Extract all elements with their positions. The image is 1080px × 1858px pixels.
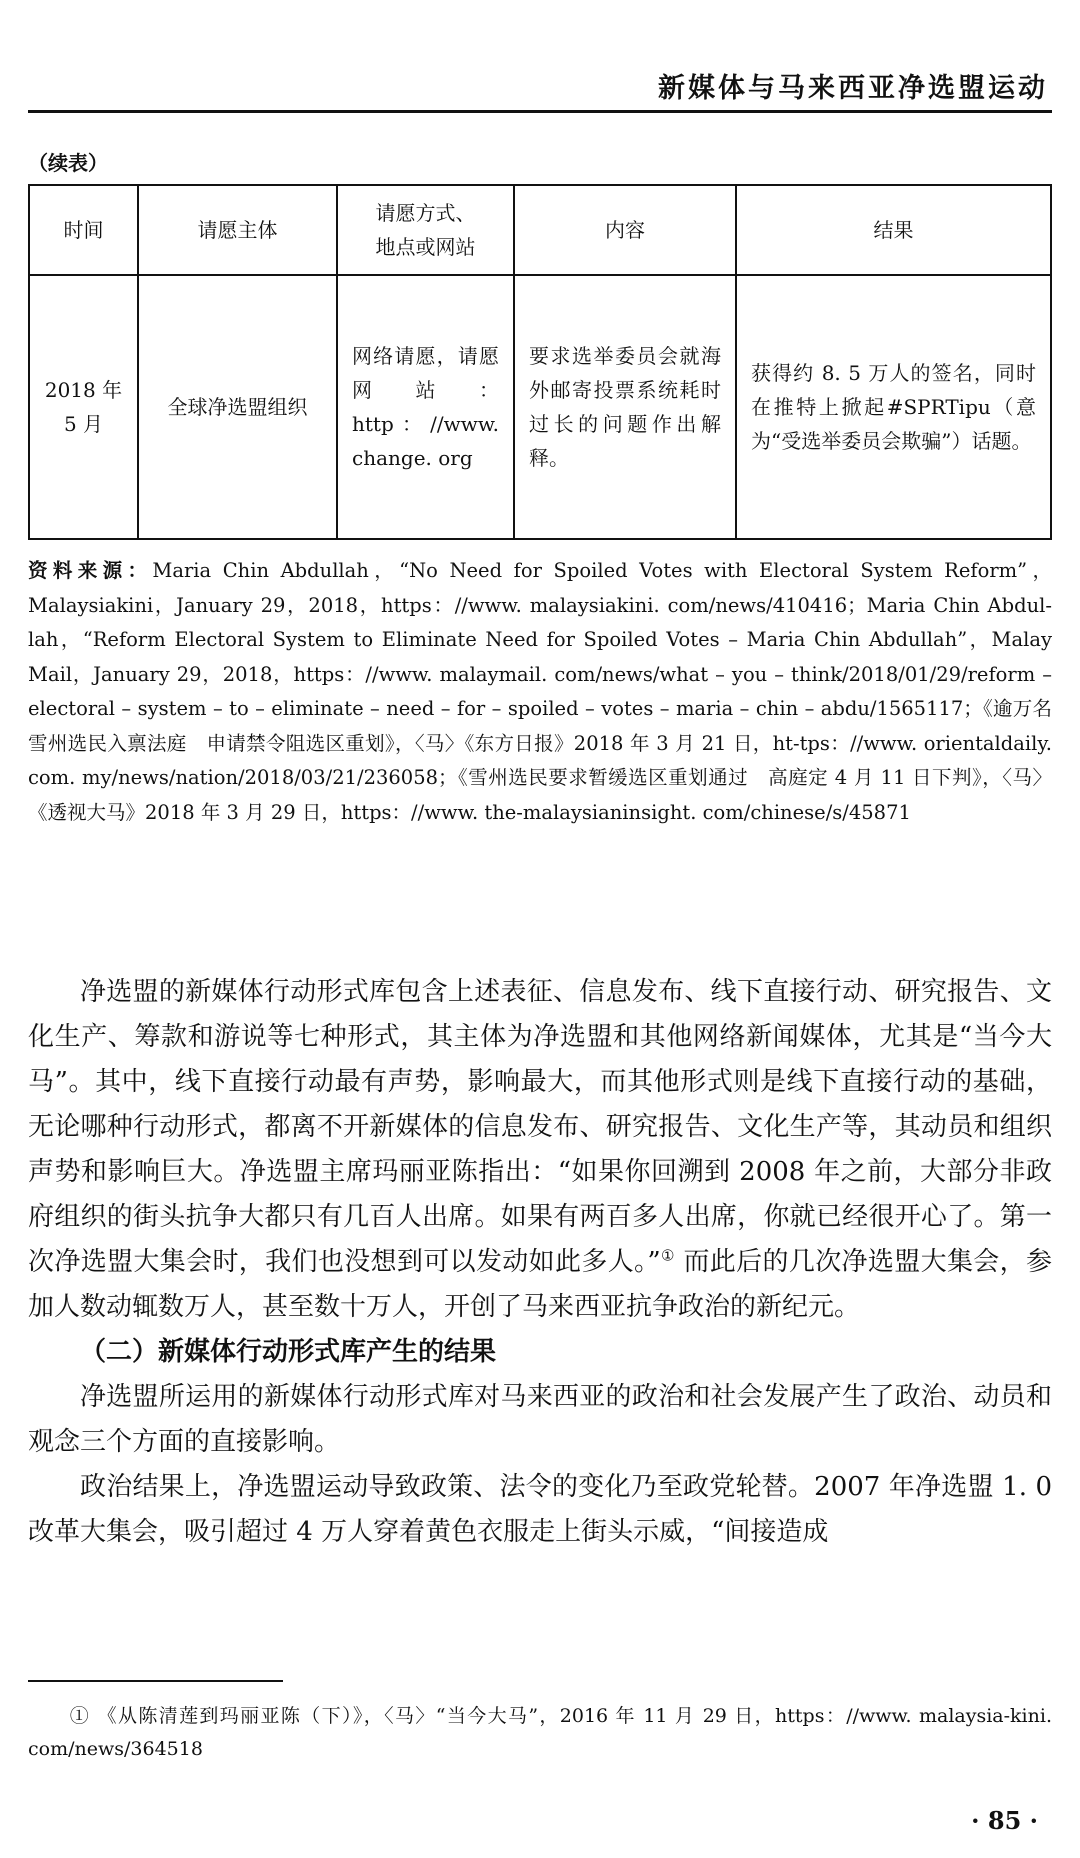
section-heading: （二）新媒体行动形式库产生的结果	[80, 1337, 497, 1367]
body-text	[28, 970, 1052, 1555]
paragraph-text: 而此后的几次净选盟大集会，参加人数动辄数万人，甚至数十万人，开创了马来西亚抗争政治的新纪元。	[28, 1247, 1053, 1322]
cell-content: 要求选举委员会就海外邮寄投票系统耗时过长的问题作出解释。	[514, 275, 736, 539]
header-method-line2: 地点或网站	[375, 235, 476, 259]
cell-time	[29, 275, 138, 539]
header-content: 内容	[514, 185, 736, 275]
footnote-ref[interactable]: ①	[660, 1246, 675, 1265]
paragraph	[28, 970, 1052, 1330]
petition-table	[28, 184, 1052, 540]
table-header-row	[29, 185, 1051, 275]
paragraph: 净选盟所运用的新媒体行动形式库对马来西亚的政治和社会发展产生了政治、动员和观念三个方面的直接影响。	[28, 1382, 1052, 1457]
source-text: Maria Chin Abdullah，“No Need for Spoiled Votes with Electoral System Reform”，Malaysiakini，January 29，2018，https：//www. malaysiakini. com/news/410416；Maria Chin Abdul-lah，“Reform Electoral System to Eliminate Need for Spoiled Votes – Maria Chin Abdullah”，Malay Mail，January 29，2018，https：//www. malaymail. com/news/what – you – think/2018/01/29/reform – electoral – system – to – eliminate – need – for – spoiled – votes – maria – chin – abdu/1565117；《逾万名雪州选民入禀法庭 申请禁令阻选区重划》，〈马〉《东方日报》2018 年 3 月 21 日，ht-tps：//www. orientaldaily. com. my/news/nation/2018/03/21/236058；《雪州选民要求暂缓选区重划通过 高庭定 4 月 11 日下判》，〈马〉《透视大马》2018 年 3 月 29 日，https：//www. the-malaysianinsight. com/chinese/s/45871	[28, 559, 1052, 824]
cell-time-line2: 5 月	[63, 412, 104, 436]
source-note	[28, 554, 1052, 830]
source-label: 资料来源：	[28, 559, 153, 582]
cell-subject: 全球净选盟组织	[138, 275, 337, 539]
paragraph: 政治结果上，净选盟运动导致政策、法令的变化乃至政党轮替。2007 年净选盟 1. 0 改革大集会，吸引超过 4 万人穿着黄色衣服走上街头示威，“间接造成	[28, 1472, 1052, 1547]
page-number: · 85 ·	[971, 1806, 1038, 1835]
table-caption: （续表）	[28, 151, 108, 175]
header-time: 时间	[29, 185, 138, 275]
paragraph-text: 净选盟的新媒体行动形式库包含上述表征、信息发布、线下直接行动、研究报告、文化生产、筹款和游说等七种形式，其主体为净选盟和其他网络新闻媒体，尤其是“当今大马”。其中，线下直接行动最有声势，影响最大，而其他形式则是线下直接行动的基础，无论哪种行动形式，都离不开新媒体的信息发布、研究报告、文化生产等，其动员和组织声势和影响巨大。净选盟主席玛丽亚陈指出：“如果你回溯到 2008 年之前，大部分非政府组织的街头抗争大都只有几百人出席。如果有两百多人出席，你就已经很开心了。第一次净选盟大集会时，我们也没想到可以发动如此多人。”	[28, 977, 1052, 1277]
footnote-text: ① 《从陈清莲到玛丽亚陈（下）》，〈马〉“当今大马”，2016 年 11 月 29 日，https：//www. malaysia-kini. com/news/364518	[28, 1705, 1052, 1760]
header-result: 结果	[736, 185, 1051, 275]
cell-time-line1: 2018 年	[44, 378, 123, 402]
cell-method: 网络请愿，请愿网站：http：//www. change. org	[337, 275, 514, 539]
footnote-rule	[28, 1680, 283, 1682]
header-method-line1: 请愿方式、	[375, 201, 476, 225]
footnote	[28, 1700, 1052, 1766]
header-method	[337, 185, 514, 275]
running-header-title: 新媒体与马来西亚净选盟运动	[658, 73, 1048, 104]
cell-result: 获得约 8. 5 万人的签名，同时在推特上掀起#SPRTipu（意为“受选举委员会欺骗”）话题。	[736, 275, 1051, 539]
table-row	[29, 275, 1051, 539]
header-rule	[28, 110, 1052, 113]
header-subject: 请愿主体	[138, 185, 337, 275]
